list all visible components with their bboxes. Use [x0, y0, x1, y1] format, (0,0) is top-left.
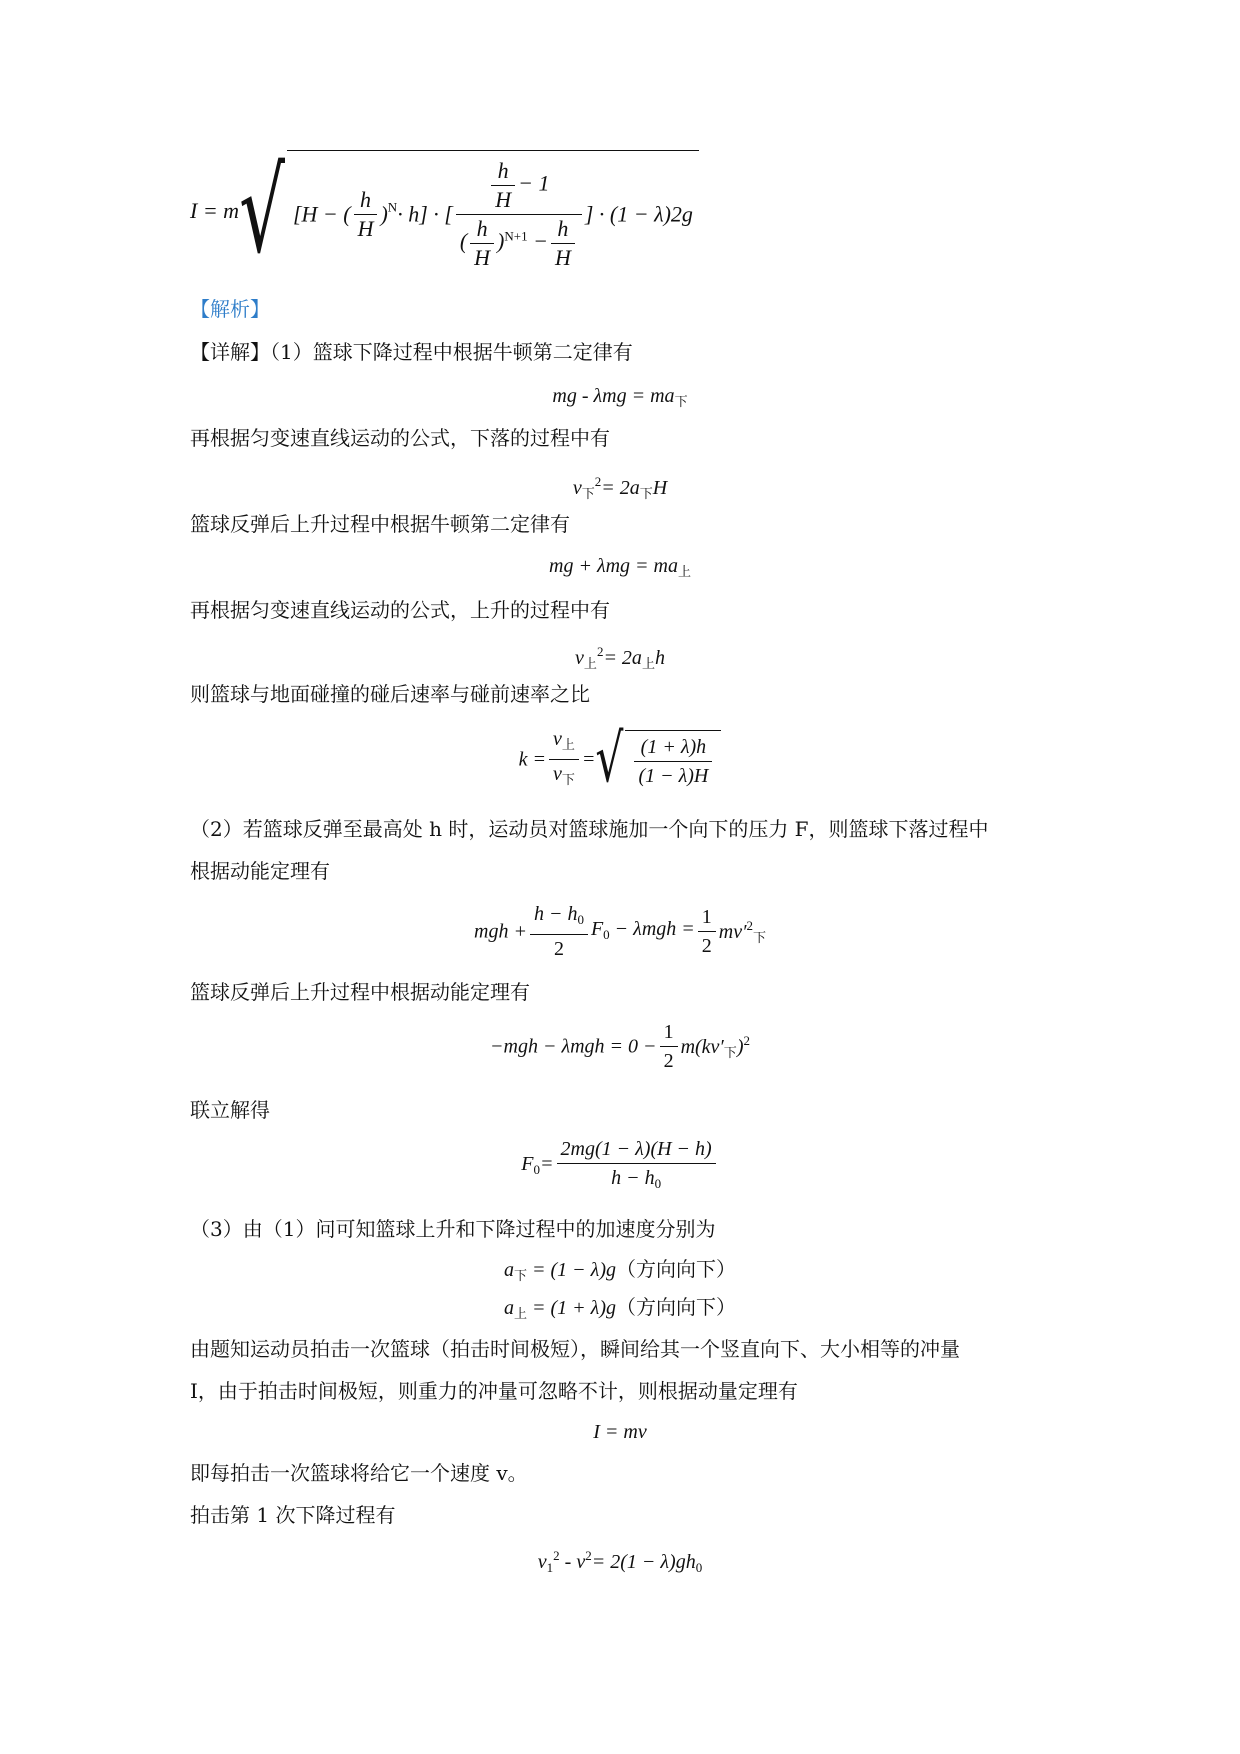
eq-9a: $a_下 = (1 - \lambda)g$（方向向下） [504, 1257, 736, 1284]
eq-5: k = $\frac{v_上}{v_下}$ =√ $\frac{(1 + \lambda)h}{(1 - \lambda)H}$ [0, 725, 1240, 794]
frac-num: h [491, 157, 515, 186]
frac-num: h [354, 186, 378, 215]
para-10b: I，由于拍击时间极短，则重力的冲量可忽略不计，则根据动量定理有 [190, 1379, 798, 1403]
formula-part: − [533, 228, 548, 254]
detail-label: 【详解】 [190, 340, 270, 364]
eq-7: −mgh − λmgh = 0 − $\frac{1}{2}$ $m(kv'_下)^2$ [0, 1018, 1240, 1075]
para-10a: 由题知运动员拍击一次篮球（拍击时间极短），瞬间给其一个竖直向下、大小相等的冲量 [190, 1337, 960, 1361]
para-9: （3）由（1）问可知篮球上升和下降过程中的加速度分别为 [190, 1217, 716, 1241]
para-1 [190, 338, 633, 366]
frac-num: h [551, 215, 575, 244]
frac-den: H [554, 245, 571, 270]
para-12: 拍击第 1 次下降过程有 [190, 1503, 396, 1527]
power-N: N [387, 199, 398, 215]
para-8: 联立解得 [190, 1098, 270, 1122]
formula-impulse [190, 143, 699, 279]
frac-den: H [474, 245, 491, 270]
sqrt-sign: √ [239, 143, 285, 279]
sqrt-body: [H − ( $\frac{h}{H}$ )$^N$· h] · [ $\frac{h}{H}$ − 1 ( $\frac{h}{H}$ )$^{N+1}$ − $\frac{h}{H}$ ] · (1 − λ)2g [287, 150, 699, 272]
eq-12: $v_1^2 - v^2= 2(1 - \lambda)gh_0$ [537, 1548, 703, 1575]
power-N1: N+1 [504, 228, 528, 244]
para-5: 则篮球与地面碰撞的碰后速率与碰前速率之比 [190, 682, 590, 706]
formula-part: − 1 [518, 170, 550, 196]
eq-3: mg + $\lambda mg = ma_上$ [549, 555, 691, 579]
para-1-text: （1）篮球下降过程中根据牛顿第二定律有 [270, 340, 633, 364]
para-6b: 根据动能定理有 [190, 859, 330, 883]
para-6a: （2）若篮球反弹至最高处 h 时，运动员对篮球施加一个向下的压力 F，则篮球下落过程中 [190, 817, 989, 841]
para-2: 再根据匀变速直线运动的公式，下落的过程中有 [190, 426, 610, 450]
formula-part: ] · (1 − λ)2g [584, 201, 693, 227]
eq-8: $F_0=$ $\frac{2mg(1 - \lambda)(H - h)}{h - h_0}$ [0, 1135, 1240, 1198]
para-4: 再根据匀变速直线运动的公式，上升的过程中有 [190, 598, 610, 622]
frac-den: H [495, 187, 512, 212]
eq-2: $v_下^2= 2a_下H$ [572, 474, 668, 501]
para-3: 篮球反弹后上升过程中根据牛顿第二定律有 [190, 512, 570, 536]
frac-num: h [470, 215, 494, 244]
para-11: 即每拍击一次篮球将给它一个速度 v。 [190, 1461, 528, 1485]
formula-I-eq-m: I = m [190, 198, 240, 223]
para-7: 篮球反弹后上升过程中根据动能定理有 [190, 980, 530, 1004]
formula-part: ( [459, 228, 468, 254]
eq-9b: $a_上 = (1 + \lambda)g$（方向向下） [504, 1295, 736, 1322]
analysis-heading: 【解析】 [190, 297, 270, 321]
eq-6: mgh + $\frac{h - h_0}{2}$ $F_0 - \lambda mgh$ = $\frac{1}{2}$ $mv'^2_下$ [0, 900, 1240, 963]
eq-10: I = mv [593, 1421, 647, 1443]
sqrt-sign: √ [595, 720, 624, 797]
formula-part: [H − ( [292, 201, 351, 227]
frac-den: H [357, 216, 374, 241]
eq-4: $v_上^2= 2a_上h$ [575, 644, 665, 671]
eq-1: mg - $\lambda mg = ma_下$ [552, 385, 688, 409]
formula-part: · h] · [ [397, 201, 453, 227]
